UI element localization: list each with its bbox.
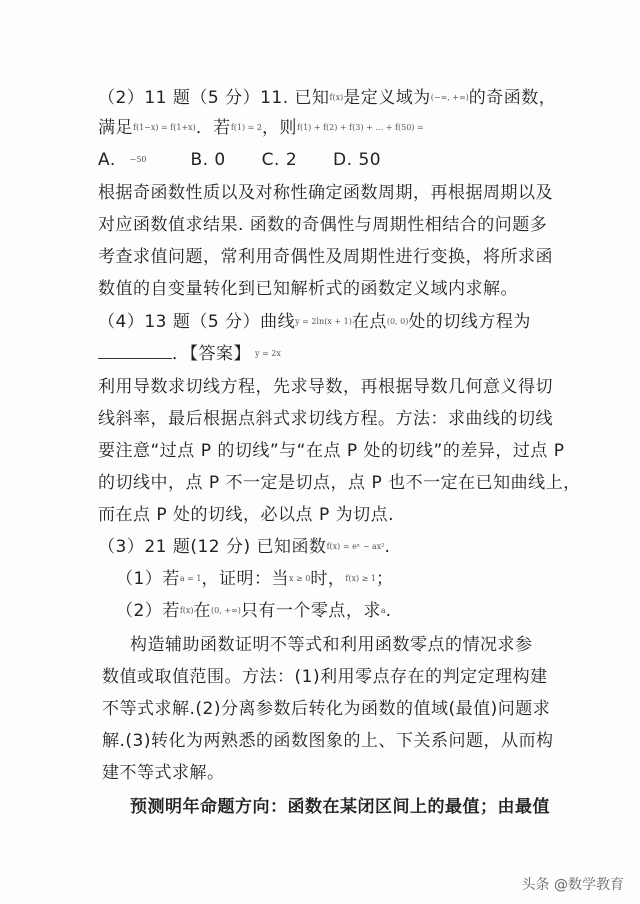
analysis2-line: 的切线中，点 P 不一定是切点，点 P 也不一定在已知曲线上， <box>98 473 581 493</box>
analysis3-line: 不等式求解.(2)分离参数后转化为函数的值域(最值)问题求 <box>102 699 551 719</box>
math-expression: a = 1 <box>179 574 202 583</box>
q11-line-2 <box>98 116 424 140</box>
analysis1-line: 数值的自变量转化到已知解析式的函数定义域内求解。 <box>98 279 518 299</box>
text: 处的切线方程为 <box>408 312 531 332</box>
text: （2）若 <box>116 601 180 621</box>
text: 的奇函数， <box>468 88 557 108</box>
answer-label: ．【答案】 <box>172 344 251 364</box>
math-expression: f(x) <box>179 606 194 615</box>
text: 时， <box>310 569 346 589</box>
text: ，则 <box>261 118 297 138</box>
option-a-label: A. <box>98 150 116 170</box>
analysis2-line: 线斜率，最后根据点斜式求切线方程。方法：求曲线的切线 <box>98 409 553 429</box>
q11-options <box>98 148 381 172</box>
math-expression: f(1−x) = f(1+x) <box>133 123 196 132</box>
analysis2-line: 而在点 P 处的切线，必以点 P 为切点. <box>98 505 395 525</box>
math-expression: (−∞, +∞) <box>430 93 469 102</box>
text: ．若 <box>195 118 231 138</box>
q21-part-2 <box>116 599 392 623</box>
math-expression: y = 2ln(x + 1) <box>295 317 352 326</box>
option-a-value: −50 <box>129 155 147 164</box>
text: （1）若 <box>116 569 180 589</box>
analysis1-line: 根据奇函数性质以及对称性确定函数周期，再根据周期以及 <box>98 183 553 203</box>
option-b: B. 0 <box>190 150 226 170</box>
text: 是定义域为 <box>343 88 431 108</box>
analysis2-line: 要注意“过点 P 的切线”与“在点 P 处的切线”的差异，过点 P <box>98 441 565 461</box>
q11-header: （2）11 题（5 分）11. 已知 <box>98 88 330 108</box>
option-c: C. 2 <box>261 150 298 170</box>
text: 在点 <box>351 312 387 332</box>
analysis3-line: 建不等式求解。 <box>102 763 225 783</box>
text: . <box>385 601 392 621</box>
math-expression: f(1) + f(2) + f(3) + … + f(50) = <box>296 123 424 132</box>
analysis1-line: 考查求值问题，常利用奇偶性及周期性进行变换，将所求函 <box>98 247 553 267</box>
analysis3-line: 构造辅助函数证明不等式和利用函数零点的情况求参 <box>130 635 533 655</box>
text: ，证明：当 <box>201 569 289 589</box>
q21-part-1 <box>116 567 393 591</box>
text: 只有一个零点，求 <box>240 601 381 621</box>
text: ； <box>375 569 394 589</box>
math-expression: f(x) <box>329 93 344 102</box>
text: 在 <box>193 601 212 621</box>
math-expression: f(1) = 2 <box>230 123 262 132</box>
q13-header: （4）13 题（5 分）曲线 <box>98 312 296 332</box>
analysis3-line: 数值或取值范围。方法：(1)利用零点存在的判定定理构建 <box>102 667 548 687</box>
math-expression: a <box>380 606 386 615</box>
math-expression: f(x) ≥ 1 <box>345 574 376 583</box>
math-expression: f(x) = eˣ − ax² <box>326 542 385 551</box>
math-expression: (0, +∞) <box>211 606 241 615</box>
forecast-heading: 预测明年命题方向：函数在某闭区间上的最值；由最值 <box>130 797 550 817</box>
answer-expression: y = 2x <box>255 349 281 358</box>
answer-blank <box>98 344 172 359</box>
analysis1-line: 对应函数值求结果. 函数的奇偶性与周期性相结合的问题多 <box>98 215 548 235</box>
q21-header: （3）21 题(12 分) 已知函数 <box>98 537 327 557</box>
q13-line-1 <box>98 310 531 334</box>
watermark: 头条 @数学教育 <box>521 877 624 893</box>
text: 满足 <box>98 118 133 138</box>
q13-line-2 <box>98 342 281 366</box>
text: . <box>384 537 391 557</box>
math-expression: x ≥ 0 <box>288 574 311 583</box>
math-expression: (0, 0) <box>386 317 409 326</box>
option-d: D. 50 <box>333 150 382 170</box>
analysis2-line: 利用导数求切线方程，先求导数，再根据导数几何意义得切 <box>98 377 553 397</box>
analysis3-line: 解.(3)转化为两熟悉的函数图象的上、下关系问题，从而构 <box>102 731 554 751</box>
q21-line-1 <box>98 535 390 559</box>
q11-line-1 <box>98 86 556 110</box>
